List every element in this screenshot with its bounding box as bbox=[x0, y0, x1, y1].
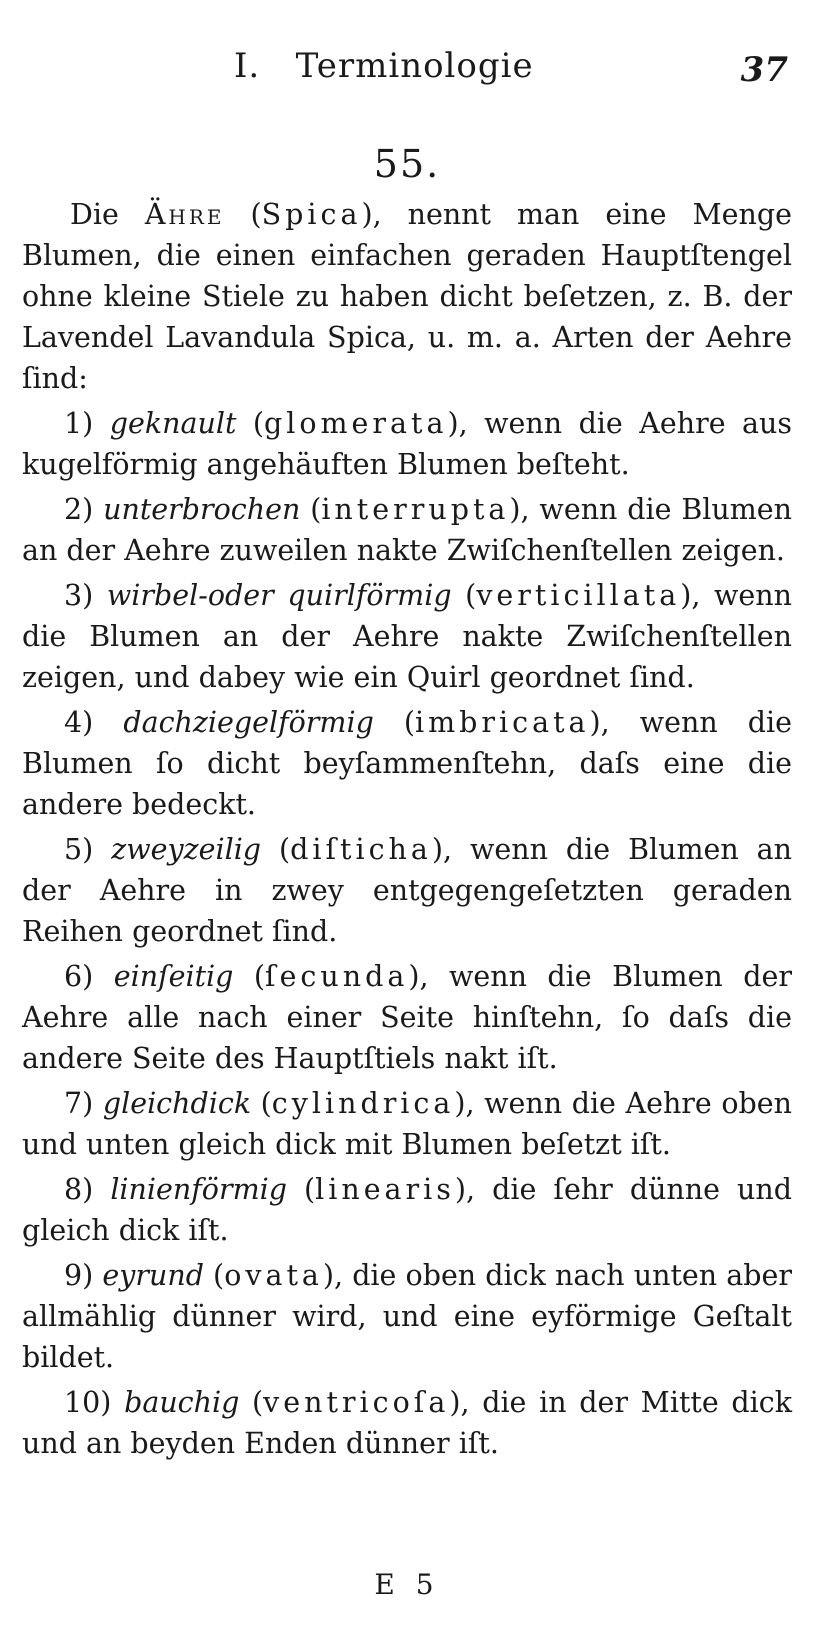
item-term: unterbrochen bbox=[103, 493, 301, 526]
signature-mark: E 5 bbox=[374, 1568, 440, 1601]
list-item: 4) dachziegelförmig (imbricata), wenn die Blumen ſo dicht beyſammenſtehn, daſs eine die andere bedeckt. bbox=[22, 706, 793, 821]
chapter-title: I. Terminologie bbox=[234, 46, 534, 86]
item-text: , wenn die Blumen ſo dicht beyſammenſtehn, daſs eine die andere bedeckt. bbox=[22, 706, 793, 821]
item-number: 6) bbox=[64, 960, 94, 993]
list-item: 9) eyrund (ovata), die oben dick nach unten aber allmählig dünner wird, und eine eyförmige Geſtalt bildet. bbox=[22, 1259, 792, 1374]
item-number: 7) bbox=[64, 1087, 94, 1120]
item-text: , wenn die Blumen an der Aehre in zwey entgegengeſetzten geraden Reihen geordnet ſind. bbox=[22, 833, 792, 948]
page-number: 37 bbox=[740, 50, 788, 90]
item-number: 8) bbox=[64, 1173, 94, 1206]
item-number: 10) bbox=[64, 1386, 112, 1419]
list-item: 6) einſeitig (ſecunda), wenn die Blumen der Aehre alle nach einer Seite hinſtehn, ſo daſs die andere Seite des Hauptſtiels nakt iſt. bbox=[22, 960, 792, 1075]
item-term: dachziegelförmig bbox=[123, 706, 374, 739]
item-term: geknault bbox=[109, 407, 237, 440]
item-text: , die ſehr dünne und gleich dick iſt. bbox=[22, 1173, 792, 1247]
item-term: bauchig bbox=[124, 1386, 240, 1419]
item-term: zweyzeilig bbox=[111, 833, 262, 866]
item-number: 5) bbox=[64, 833, 94, 866]
item-latin: imbricata bbox=[415, 706, 590, 739]
item-latin: interrupta bbox=[321, 493, 510, 526]
item-latin: cylindrica bbox=[271, 1087, 455, 1120]
item-latin: ventricoſa bbox=[263, 1386, 450, 1419]
book-page bbox=[22, 0, 792, 1647]
item-latin: ovata bbox=[224, 1259, 323, 1292]
item-number: 9) bbox=[64, 1259, 94, 1292]
list-item: 1) geknault (glomerata), wenn die Aehre aus kugelförmig angehäuften Blumen beſteht. bbox=[22, 407, 792, 481]
item-text: , wenn die Blumen an der Aehre nakte Zwiſchenſtellen zeigen, und dabey wie ein Quirl geordnet ſind. bbox=[22, 579, 792, 694]
intro-term: Ähre bbox=[144, 198, 225, 231]
item-latin: verticillata bbox=[476, 579, 681, 612]
item-latin: ſecunda bbox=[265, 960, 409, 993]
item-number: 4) bbox=[64, 706, 94, 739]
item-number: 2) bbox=[64, 493, 94, 526]
item-text: , die oben dick nach unten aber allmählig dünner wird, und eine eyförmige Geſtalt bildet. bbox=[22, 1259, 792, 1374]
intro-text-3: ), nennt man eine Menge Blumen, die einen einfachen geraden Hauptſtengel ohne kleine Stiele zu haben dicht beſetzen, z. B. der Lavendel Lavandula Spica, u. m. a. Arten der Aehre ſind: bbox=[22, 198, 793, 395]
running-header bbox=[22, 46, 792, 96]
item-number: 1) bbox=[64, 407, 94, 440]
item-latin: glomerata bbox=[264, 407, 448, 440]
list-item: 2) unterbrochen (interrupta), wenn die Blumen an der Aehre zuweilen nakte Zwiſchenſtellen zeigen. bbox=[22, 493, 792, 567]
intro-latin: Spica bbox=[261, 198, 362, 231]
intro-text-1: Die bbox=[70, 198, 145, 231]
list-item: 8) linienförmig (linearis), die ſehr dünne und gleich dick iſt. bbox=[22, 1173, 792, 1247]
item-term: einſeitig bbox=[113, 960, 234, 993]
item-number: 3) bbox=[64, 579, 94, 612]
item-term: linienförmig bbox=[110, 1173, 287, 1206]
list-item: 10) bauchig (ventricoſa), die in der Mitte dick und an beyden Enden dünner iſt. bbox=[22, 1386, 792, 1460]
item-latin: diſticha bbox=[290, 833, 432, 866]
item-latin: linearis bbox=[315, 1173, 455, 1206]
section-number: 55. bbox=[373, 142, 441, 186]
intro-text-2: ( bbox=[224, 198, 262, 231]
item-term: wirbel-oder quirlförmig bbox=[106, 579, 452, 612]
list-item: 7) gleichdick (cylindrica), wenn die Aehre oben und unten gleich dick mit Blumen beſetzt iſt. bbox=[22, 1087, 792, 1161]
item-text: , wenn die Aehre aus kugelförmig angehäuften Blumen beſteht. bbox=[22, 407, 792, 481]
item-term: gleichdick bbox=[102, 1087, 252, 1120]
list-item: 5) zweyzeilig (diſticha), wenn die Blumen an der Aehre in zwey entgegengeſetzten geraden Reihen geordnet ſind. bbox=[22, 833, 792, 948]
intro-paragraph bbox=[22, 194, 792, 399]
list-item: 3) wirbel-oder quirlförmig (verticillata), wenn die Blumen an der Aehre nakte Zwiſchenſtellen zeigen, und dabey wie ein Quirl geordnet ſind. bbox=[22, 579, 792, 694]
item-text: , wenn die Aehre oben und unten gleich dick mit Blumen beſetzt iſt. bbox=[22, 1087, 792, 1161]
item-text: , wenn die Blumen an der Aehre zuweilen nakte Zwiſchenſtellen zeigen. bbox=[22, 493, 792, 567]
item-text: , wenn die Blumen der Aehre alle nach einer Seite hinſtehn, ſo daſs die andere Seite des Hauptſtiels nakt iſt. bbox=[22, 960, 792, 1075]
body-text bbox=[22, 194, 792, 1468]
item-text: , die in der Mitte dick und an beyden Enden dünner iſt. bbox=[22, 1386, 792, 1460]
item-term: eyrund bbox=[102, 1259, 204, 1292]
